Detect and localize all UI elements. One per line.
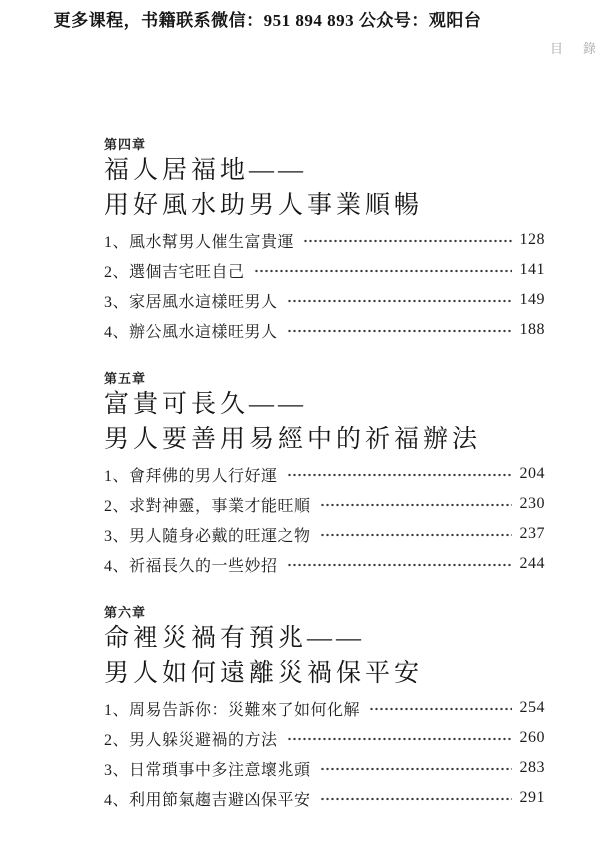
toc-item[interactable] [104,459,545,489]
toc-item[interactable] [104,549,545,579]
dot-leader [303,239,512,243]
chapter-label: 第四章 [104,137,147,152]
chapter-title [104,621,545,691]
toc-item[interactable] [104,285,545,315]
toc-item-label [104,757,311,780]
dot-leader [287,329,512,333]
toc-item-index: 1、 [104,233,130,251]
header-contact-banner: 更多课程，书籍联系微信：951 894 893 公众号：观阳台 [53,11,482,30]
chapter-title [104,153,545,223]
chapter-label: 第六章 [104,605,147,620]
toc-item-label [104,787,311,810]
toc-item-label [104,289,278,312]
toc-item-index: 3、 [104,293,130,311]
chapter-section-6 [104,605,545,813]
dot-leader [287,473,512,477]
page-number: 204 [519,465,545,482]
toc-item-label [104,553,278,576]
toc-list [104,693,545,813]
toc-item-title: 求對神靈，事業才能旺順 [129,497,311,515]
toc-item-title: 日常瑣事中多注意壞兆頭 [129,761,311,779]
toc-item-index: 2、 [104,263,130,281]
toc-item[interactable] [104,519,545,549]
dot-leader [320,767,512,771]
dot-leader [287,737,512,741]
chapter-label: 第五章 [104,371,147,386]
running-head-toc [550,38,596,57]
toc-item-index: 2、 [104,497,130,515]
page-number: 188 [519,321,545,338]
page-number: 291 [519,789,545,806]
toc-item[interactable] [104,255,545,285]
dot-leader [254,269,512,273]
toc-item-title: 周易告訴你：災難來了如何化解 [129,701,361,719]
toc-item[interactable] [104,693,545,723]
page-number: 128 [519,231,545,248]
toc-item-label [104,493,311,516]
toc-item[interactable] [104,753,545,783]
toc-item[interactable] [104,783,545,813]
toc-item-index: 4、 [104,323,130,341]
toc-item-label [104,727,278,750]
toc-item-title: 家居風水這樣旺男人 [129,293,278,311]
toc-item-label [104,319,278,342]
page-number: 283 [519,759,545,776]
toc-list [104,459,545,579]
toc-item-title: 祈福長久的一些妙招 [129,557,278,575]
toc-item[interactable] [104,489,545,519]
toc-item-label [104,229,294,252]
dot-leader [320,503,512,507]
toc-item-title: 風水幫男人催生富貴運 [129,233,295,251]
toc-item-title: 選個吉宅旺自己 [129,263,245,281]
page-number: 149 [519,291,545,308]
toc-item-title: 利用節氣趨吉避凶保平安 [129,791,311,809]
toc-item-label [104,523,311,546]
chapter-title-line2: 男人如何遠離災禍保平安 [104,660,424,687]
page-number: 230 [519,495,545,512]
chapter-title [104,387,545,457]
page-number: 260 [519,729,545,746]
running-head-char-lu: 錄 [582,41,596,56]
chapter-title-line1: 命裡災禍有預兆—— [104,625,366,652]
toc-item[interactable] [104,225,545,255]
toc-item-title: 辦公風水這樣旺男人 [129,323,278,341]
toc-item-index: 4、 [104,791,130,809]
toc-item-label [104,259,245,282]
toc-list [104,225,545,345]
toc-item[interactable] [104,315,545,345]
chapter-title-line1: 福人居福地—— [104,157,308,184]
dot-leader [287,299,512,303]
toc-item-index: 1、 [104,701,130,719]
chapter-section-5 [104,371,545,579]
toc-page-content [104,137,545,839]
dot-leader [320,533,512,537]
toc-item-label [104,463,278,486]
toc-item[interactable] [104,723,545,753]
page-number: 244 [519,555,545,572]
toc-item-index: 1、 [104,467,130,485]
chapter-title-line2: 男人要善用易經中的祈福辦法 [104,426,482,453]
toc-item-index: 3、 [104,761,130,779]
page-number: 237 [519,525,545,542]
toc-item-index: 4、 [104,557,130,575]
toc-item-title: 會拜佛的男人行好運 [129,467,278,485]
chapter-title-line2: 用好風水助男人事業順暢 [104,192,424,219]
dot-leader [287,563,512,567]
toc-item-title: 男人隨身必戴的旺運之物 [129,527,311,545]
page-number: 254 [519,699,545,716]
chapter-title-line1: 富貴可長久—— [104,391,308,418]
toc-item-title: 男人躲災避禍的方法 [129,731,278,749]
running-head-char-mu: 目 [549,41,563,56]
dot-leader [320,797,512,801]
toc-item-label [104,697,360,720]
toc-item-index: 3、 [104,527,130,545]
chapter-section-4 [104,137,545,345]
page-number: 141 [519,261,545,278]
dot-leader [369,707,512,711]
toc-item-index: 2、 [104,731,130,749]
